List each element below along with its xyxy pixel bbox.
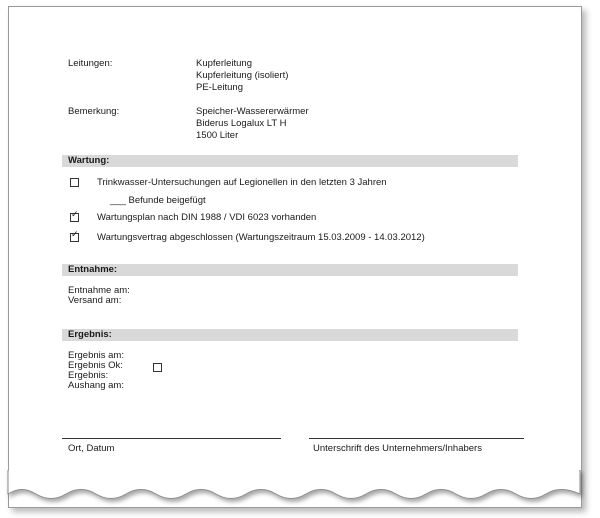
unterschrift-line xyxy=(309,438,524,439)
ergebnis-section-bar xyxy=(62,329,518,341)
leitungen-label: Leitungen: xyxy=(68,58,113,69)
wartungsvertrag-text: Wartungsvertrag abgeschlossen (Wartungszeitraum 15.03.2009 - 14.03.2012) xyxy=(97,232,425,243)
leitungen-value-1: Kupferleitung xyxy=(196,58,252,69)
bemerkung-value-2: Biderus Logalux LT H xyxy=(196,118,287,129)
entnahme-fields xyxy=(68,286,130,306)
leitungen-values xyxy=(196,58,288,94)
ergebnis-title: Ergebnis: xyxy=(68,329,112,340)
ergebnis-fields xyxy=(68,351,124,391)
bemerkung-value-1: Speicher-Wassererwärmer xyxy=(196,106,309,117)
wartung-section-bar xyxy=(62,155,518,167)
ergebnis-ok-checkbox[interactable] xyxy=(153,363,162,372)
wartungsplan-text: Wartungsplan nach DIN 1988 / VDI 6023 vorhanden xyxy=(97,212,317,223)
wartung-title: Wartung: xyxy=(68,155,110,166)
entnahme-am-label: Entnahme am: xyxy=(68,285,130,296)
leitungen-value-3: PE-Leitung xyxy=(196,82,244,93)
bemerkung-value-3: 1500 Liter xyxy=(196,130,239,141)
wartungsplan-checkbox[interactable] xyxy=(70,213,79,222)
entnahme-section-bar xyxy=(62,264,518,276)
legionellen-checkbox[interactable] xyxy=(70,178,79,187)
ergebnis-am-label: Ergebnis am: xyxy=(68,350,124,361)
aushang-am-label: Aushang am: xyxy=(68,380,124,391)
unterschrift-label: Unterschrift des Unternehmers/Inhabers xyxy=(313,443,482,454)
document-page xyxy=(8,6,582,508)
ergebnis-ok-label: Ergebnis Ok: xyxy=(68,360,123,371)
ort-datum-line xyxy=(62,438,281,439)
legionellen-text: Trinkwasser-Untersuchungen auf Legionellen in den letzten 3 Jahren xyxy=(97,177,387,188)
torn-edge-graphic xyxy=(0,470,600,518)
ergebnis-label: Ergebnis: xyxy=(68,370,109,381)
leitungen-value-2: Kupferleitung (isoliert) xyxy=(196,70,289,81)
wartungsvertrag-checkbox[interactable] xyxy=(70,233,79,242)
ort-datum-label: Ort, Datum xyxy=(68,443,115,454)
bemerkung-label: Bemerkung: xyxy=(68,106,120,117)
bemerkung-values xyxy=(196,106,309,142)
befunde-text: ___ Befunde beigefügt xyxy=(110,195,206,206)
entnahme-title: Entnahme: xyxy=(68,264,118,275)
versand-am-label: Versand am: xyxy=(68,295,122,306)
